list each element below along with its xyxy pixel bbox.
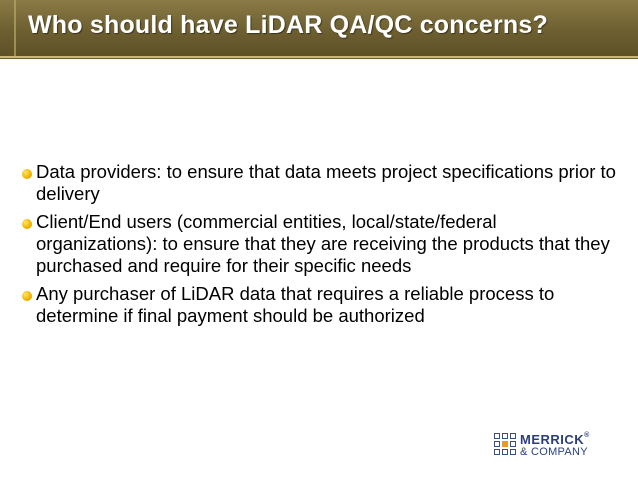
logo-registered-mark: ® [584, 432, 590, 439]
logo-grid-icon [494, 433, 516, 455]
bullet-item [22, 211, 622, 277]
logo-name [520, 432, 590, 447]
bullet-item [22, 161, 622, 205]
bullet-text: Any purchaser of LiDAR data that requires a reliable process to determine if final payment should be authorized [36, 283, 555, 326]
slide-title: Who should have LiDAR QA/QC concerns? [28, 11, 548, 39]
bullet-list [22, 161, 622, 333]
bullet-item [22, 283, 622, 327]
title-accent-stripe [14, 0, 16, 58]
bullet-dot-icon [22, 169, 32, 179]
logo-name-text: MERRICK [520, 432, 585, 447]
title-bar [0, 0, 638, 56]
bullet-dot-icon [22, 219, 32, 229]
title-divider-shadow [0, 58, 638, 59]
merrick-logo [494, 432, 614, 460]
bullet-text: Client/End users (commercial entities, local/state/federal organizations): to ensure that they are receiving the products that they purchased and require for their specific needs [36, 211, 610, 276]
logo-subtitle: & COMPANY [520, 446, 588, 458]
bullet-dot-icon [22, 291, 32, 301]
bullet-text: Data providers: to ensure that data meets project specifications prior to delivery [36, 161, 616, 204]
